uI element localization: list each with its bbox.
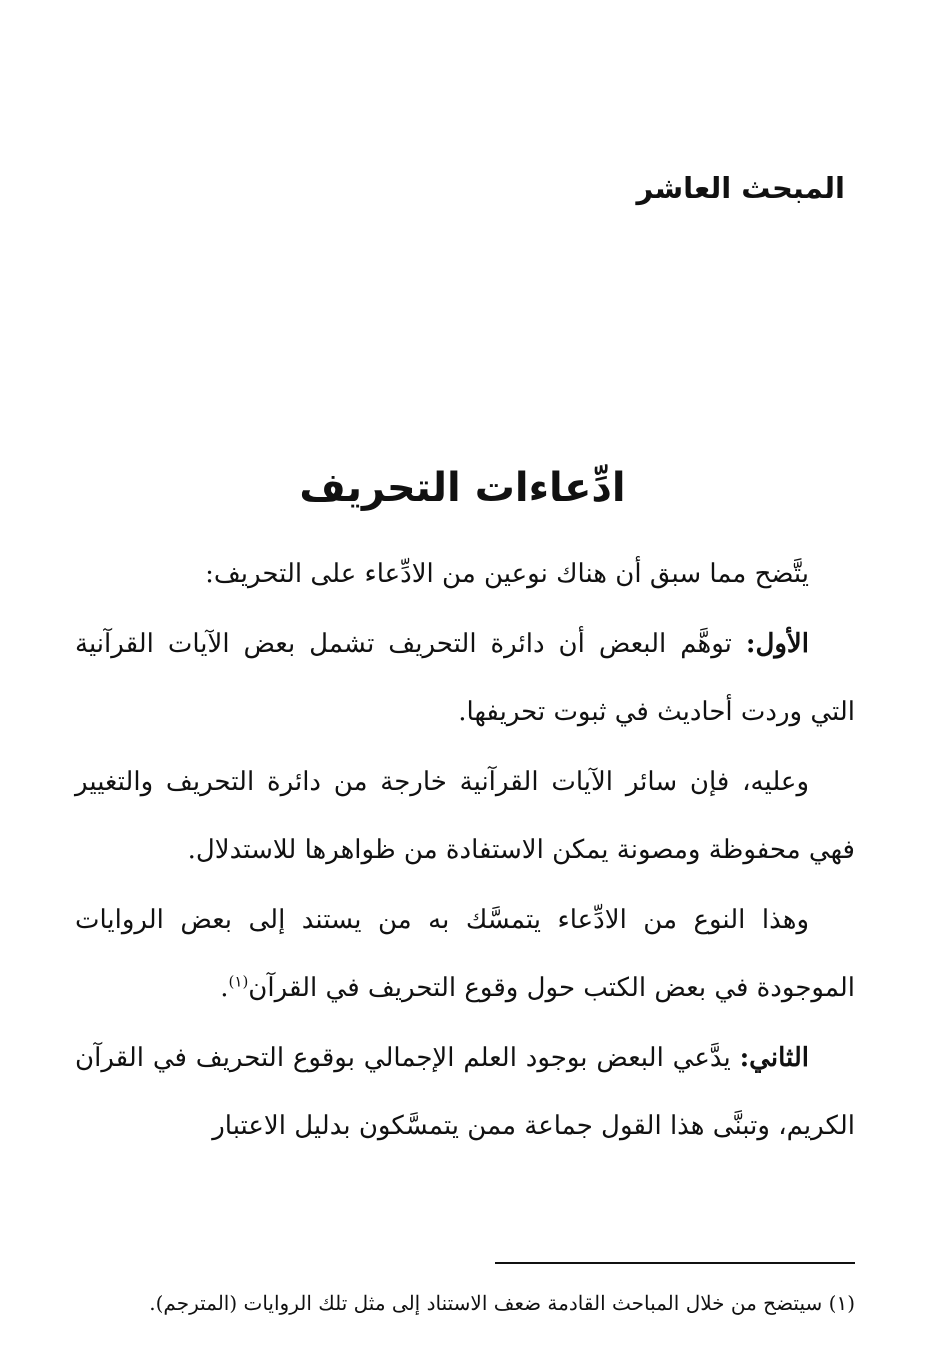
paragraph-lead: الثاني: xyxy=(739,1043,809,1073)
footnote-marker: (١) xyxy=(828,1291,855,1315)
paragraph-text: يتَّضح مما سبق أن هناك نوعين من الادِّعاء على التحريف: xyxy=(205,559,809,589)
footnote-text: سيتضح من خلال المباحث القادمة ضعف الاستناد إلى مثل تلك الروايات (المترجم). xyxy=(149,1291,823,1315)
paragraph-second-type xyxy=(75,1024,855,1160)
paragraph-basis xyxy=(75,886,855,1022)
footnote xyxy=(75,1286,855,1320)
paragraph-text: يدَّعي البعض بوجود العلم الإجمالي بوقوع التحريف في القرآن الكريم، وتبنَّى هذا القول جماعة ممن يتمسَّكون بدليل الاعتبار xyxy=(75,1043,855,1141)
footnote-reference[interactable]: (١) xyxy=(228,972,249,991)
paragraph-first-type xyxy=(75,610,855,746)
paragraph-consequence xyxy=(75,748,855,884)
paragraph-text: وهذا النوع من الادِّعاء يتمسَّك به من يستند إلى بعض الروايات الموجودة في بعض الكتب حول وقوع التحريف في القرآن xyxy=(75,905,855,1003)
chapter-title: ادِّعاءات التحريف xyxy=(299,465,626,511)
footnote-divider xyxy=(495,1262,855,1264)
paragraph-text: وعليه، فإن سائر الآيات القرآنية خارجة من دائرة التحريف والتغيير فهي محفوظة ومصونة يمكن الاستفادة من ظواهرها للاستدلال. xyxy=(75,767,855,865)
paragraph-tail: . xyxy=(220,973,229,1003)
body-text xyxy=(75,540,855,1160)
paragraph-lead: الأول: xyxy=(745,629,809,659)
paragraph-intro xyxy=(75,540,855,608)
paragraph-text: توهَّم البعض أن دائرة التحريف تشمل بعض الآيات القرآنية التي وردت أحاديث في ثبوت تحريفها. xyxy=(75,629,855,727)
section-label: المبحث العاشر xyxy=(636,171,845,205)
